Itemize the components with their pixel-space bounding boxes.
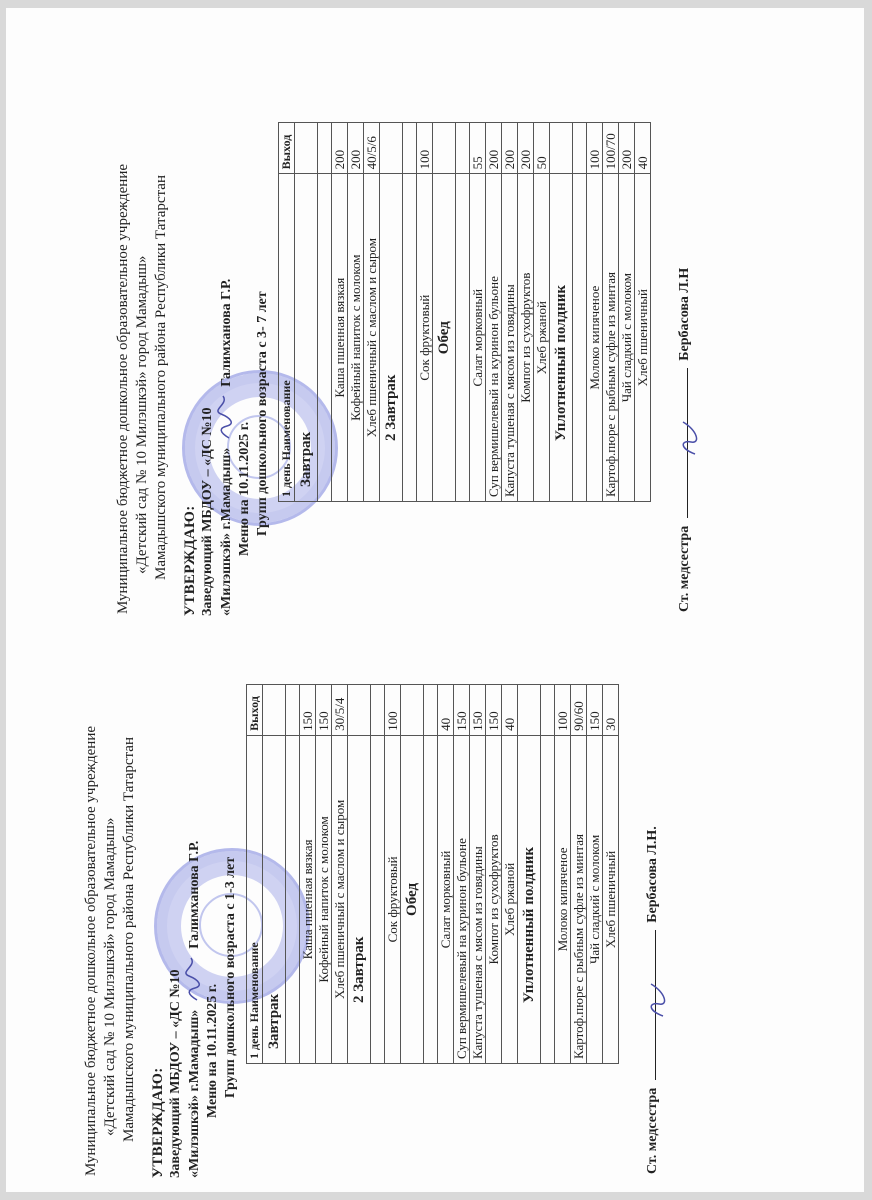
header-name: 1 день Наименование bbox=[247, 735, 263, 1063]
output-puree: 100/70 bbox=[603, 123, 619, 174]
organization-header bbox=[114, 60, 171, 620]
output-wheat: 40 bbox=[635, 123, 651, 174]
output-rye: 40 bbox=[502, 685, 518, 736]
head-name: Галимханова Г.Р. bbox=[219, 278, 234, 387]
approval-heading: УТВЕРЖДАЮ: bbox=[150, 1067, 166, 1178]
item-juice: Сок фруктовый bbox=[385, 735, 401, 1063]
nurse-label: Ст. медсестра bbox=[677, 525, 692, 612]
output-porridge: 150 bbox=[300, 685, 316, 736]
section-breakfast: Завтрак bbox=[263, 735, 286, 1063]
age-group: Групп дошкольного возраста с 1-3 лет bbox=[223, 856, 238, 1098]
section-breakfast2: 2 Завтрак bbox=[348, 735, 371, 1063]
item-soup: Суп вермишелевый на куринон бульоне bbox=[486, 174, 502, 502]
nurse-signature-line bbox=[677, 60, 693, 620]
nurse-label: Ст. медсестра bbox=[645, 1087, 660, 1174]
item-wheat: Хлеб пшеничный bbox=[635, 174, 651, 502]
output-rye: 50 bbox=[534, 123, 550, 174]
output-puree: 90/60 bbox=[571, 685, 587, 736]
header-output: Выход bbox=[279, 123, 295, 174]
output-cabbage: 150 bbox=[470, 685, 486, 736]
menu-table bbox=[278, 122, 651, 502]
approval-block bbox=[149, 622, 240, 1182]
org-line-1: Муниципальное бюджетное дошкольное образовательное учреждение bbox=[83, 726, 99, 1176]
age-group: Групп дошкольного возраста с 3- 7 лет bbox=[255, 291, 270, 536]
item-cabbage: Капуста тушеная с мясом из говядины bbox=[502, 174, 518, 502]
item-puree: Картоф.пюре с рыбным суфле из минтая bbox=[571, 735, 587, 1063]
org-line-3: Мамадышского муниципального района Республики Татарстан bbox=[153, 175, 169, 580]
nurse-signature-line bbox=[645, 622, 661, 1182]
item-porridge: Каша пшенная вязкая bbox=[332, 174, 348, 502]
head-name: Галимханова Г.Р. bbox=[187, 840, 202, 949]
document-sheet bbox=[6, 8, 864, 1192]
header-name: 1 день Наименование bbox=[279, 174, 295, 502]
signature-icon bbox=[645, 980, 667, 1020]
org-line-1: Муниципальное бюджетное дошкольное образовательное учреждение bbox=[115, 164, 131, 614]
output-coffee: 200 bbox=[348, 123, 364, 174]
output-juice: 100 bbox=[385, 685, 401, 736]
signature-icon bbox=[185, 956, 201, 1002]
section-lunch: Обед bbox=[433, 174, 456, 502]
menu-table bbox=[246, 684, 619, 1064]
section-snack: Уплотненный полдник bbox=[550, 174, 573, 502]
item-puree: Картоф.пюре с рыбным суфле из минтая bbox=[603, 174, 619, 502]
approval-position: Заведующий МБДОУ – «ДС №10 bbox=[168, 969, 183, 1178]
item-salad: Салат морковный bbox=[438, 735, 454, 1063]
output-salad: 55 bbox=[470, 123, 486, 174]
menu-card-older bbox=[114, 60, 693, 620]
output-salad: 40 bbox=[438, 685, 454, 736]
item-bread-cheese: Хлеб пшеничный с маслом и сыром bbox=[364, 174, 380, 502]
item-salad: Салат морковный bbox=[470, 174, 486, 502]
signature-icon bbox=[677, 418, 699, 458]
org-line-2: «Детский сад № 10 Милэшкэй» город Мамадыш» bbox=[134, 255, 150, 574]
approval-kindergarten: «Милэшкэй» г.Мамадыш» bbox=[187, 1009, 202, 1178]
output-milk: 100 bbox=[555, 685, 571, 736]
item-tea: Чай сладкий с молоком bbox=[587, 735, 603, 1063]
item-soup: Суп вермишелевый на куринон бульоне bbox=[454, 735, 470, 1063]
item-tea: Чай сладкий с молоком bbox=[619, 174, 635, 502]
item-rye: Хлеб ржаной bbox=[502, 735, 518, 1063]
org-line-2: «Детский сад № 10 Милэшкэй» город Мамадыш» bbox=[102, 817, 118, 1136]
section-breakfast: Завтрак bbox=[295, 174, 318, 502]
item-rye: Хлеб ржаной bbox=[534, 174, 550, 502]
output-milk: 100 bbox=[587, 123, 603, 174]
item-cabbage: Капуста тушеная с мясом из говядины bbox=[470, 735, 486, 1063]
header-output: Выход bbox=[247, 685, 263, 736]
output-juice: 100 bbox=[417, 123, 433, 174]
section-snack: Уплотненный полдник bbox=[518, 735, 541, 1063]
item-coffee: Кофейный напиток с молоком bbox=[316, 735, 332, 1063]
approval-heading: УТВЕРЖДАЮ: bbox=[182, 505, 198, 616]
item-wheat: Хлеб пшеничный bbox=[603, 735, 619, 1063]
item-bread-cheese: Хлеб пшеничный с маслом и сыром bbox=[332, 735, 348, 1063]
output-coffee: 150 bbox=[316, 685, 332, 736]
menu-date: Меню на 10.11.2025 г. bbox=[237, 421, 252, 556]
output-bread-cheese: 30/5/4 bbox=[332, 685, 348, 736]
output-wheat: 30 bbox=[603, 685, 619, 736]
output-compote: 150 bbox=[486, 685, 502, 736]
organization-header bbox=[82, 622, 139, 1182]
approval-block bbox=[181, 60, 272, 620]
output-compote: 200 bbox=[518, 123, 534, 174]
item-compote: Компот из сухофруктов bbox=[486, 735, 502, 1063]
output-cabbage: 200 bbox=[502, 123, 518, 174]
signature-icon bbox=[217, 394, 233, 440]
menu-card-young bbox=[82, 622, 661, 1182]
approval-position: Заведующий МБДОУ – «ДС №10 bbox=[200, 407, 215, 616]
item-milk: Молоко кипяченое bbox=[555, 735, 571, 1063]
output-bread-cheese: 40/5/6 bbox=[364, 123, 380, 174]
output-porridge: 200 bbox=[332, 123, 348, 174]
item-milk: Молоко кипяченое bbox=[587, 174, 603, 502]
item-compote: Компот из сухофруктов bbox=[518, 174, 534, 502]
output-soup: 150 bbox=[454, 685, 470, 736]
output-tea: 150 bbox=[587, 685, 603, 736]
item-porridge: Каша пшенная вязкая bbox=[300, 735, 316, 1063]
section-lunch: Обед bbox=[401, 735, 424, 1063]
org-line-3: Мамадышского муниципального района Республики Татарстан bbox=[121, 737, 137, 1142]
item-juice: Сок фруктовый bbox=[417, 174, 433, 502]
output-tea: 200 bbox=[619, 123, 635, 174]
item-coffee: Кофейный напиток с молоком bbox=[348, 174, 364, 502]
section-breakfast2: 2 Завтрак bbox=[380, 174, 403, 502]
menu-date: Меню на 10.11.2025 г. bbox=[205, 983, 220, 1118]
nurse-name: Бербасова Л.Н bbox=[677, 267, 692, 361]
output-soup: 200 bbox=[486, 123, 502, 174]
approval-kindergarten: «Милэшкэй» г.Мамадыш» bbox=[219, 447, 234, 616]
nurse-name: Бербасова Л.Н. bbox=[645, 826, 660, 923]
